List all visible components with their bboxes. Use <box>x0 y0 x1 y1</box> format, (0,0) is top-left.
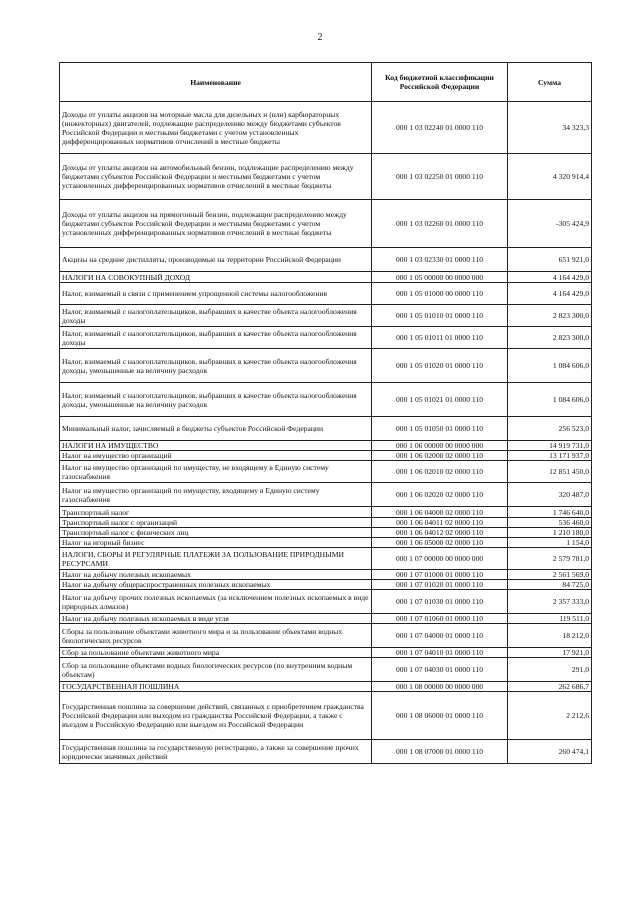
row-name: НАЛОГИ, СБОРЫ И РЕГУЛЯРНЫЕ ПЛАТЕЖИ ЗА ПОЛЬЗОВАНИЕ ПРИРОДНЫМИ РЕСУРСАМИ <box>60 548 372 570</box>
row-sum: 536 460,0 <box>508 518 592 528</box>
row-name: Доходы от уплаты акцизов на автомобильный бензин, подлежащие распределению между бюджетами субъектов Российской Федерации и местными бюджетами с учетом установленных дифференцированных нормативов отчислений в местные бюджеты <box>60 154 372 200</box>
table-row <box>60 327 592 349</box>
row-sum: 2 823 300,0 <box>508 327 592 349</box>
row-sum: 34 323,3 <box>508 102 592 154</box>
row-code: 000 1 05 01020 01 0000 110 <box>372 349 508 383</box>
row-code: 000 1 06 04012 02 0000 110 <box>372 528 508 538</box>
row-code: 000 1 05 00000 00 0000 000 <box>372 272 508 283</box>
row-sum: 2 357 333,0 <box>508 590 592 614</box>
row-code: 000 1 06 02010 02 0000 110 <box>372 461 508 483</box>
row-sum: 13 171 937,0 <box>508 451 592 461</box>
row-sum: 18 212,0 <box>508 624 592 648</box>
row-sum: 2 561 569,0 <box>508 570 592 580</box>
page-number: 2 <box>317 32 323 43</box>
row-sum: 2 579 781,0 <box>508 548 592 570</box>
row-name: Налог на добычу общераспространенных полезных ископаемых <box>60 580 372 590</box>
row-code: 000 1 08 07000 01 0000 110 <box>372 740 508 764</box>
row-sum: 651 921,0 <box>508 248 592 272</box>
table-row <box>60 417 592 441</box>
row-sum: 1 746 640,0 <box>508 507 592 518</box>
section-row <box>60 682 592 692</box>
row-sum: 14 919 731,0 <box>508 441 592 451</box>
row-code: 000 1 07 01030 01 0000 110 <box>372 590 508 614</box>
row-name: Налог на добычу прочих полезных ископаемых (за исключением полезных ископаемых в виде природных алмазов) <box>60 590 372 614</box>
row-name: Сбор за пользование объектами водных биологических ресурсов (по внутренним водным объектам) <box>60 658 372 682</box>
row-code: 000 1 05 01050 01 0000 110 <box>372 417 508 441</box>
table-row <box>60 283 592 305</box>
row-sum: 291,0 <box>508 658 592 682</box>
row-name: Налог на игорный бизнес <box>60 538 372 548</box>
table-row <box>60 248 592 272</box>
row-sum: 320 487,0 <box>508 483 592 507</box>
table-row <box>60 740 592 764</box>
row-code: 000 1 06 04000 02 0000 110 <box>372 507 508 518</box>
table-row <box>60 590 592 614</box>
row-sum: 4 320 914,4 <box>508 154 592 200</box>
row-name: Акцизы на средние дистилляты, производимые на территории Российской Федерации <box>60 248 372 272</box>
row-code: 000 1 06 00000 00 0000 000 <box>372 441 508 451</box>
table-row <box>60 518 592 528</box>
row-sum: 2 212,6 <box>508 692 592 740</box>
row-name: Государственная пошлина за совершение действий, связанных с приобретением гражданства Российской Федерации или выходом из гражданства Российской Федерации, а также с въездом в Российскую Федерацию или выездом из Российской Федерации <box>60 692 372 740</box>
row-sum: 84 725,0 <box>508 580 592 590</box>
row-name: Транспортный налог с физических лиц <box>60 528 372 538</box>
row-name: Налог, взимаемый в связи с применением упрощенной системы налогообложения <box>60 283 372 305</box>
row-sum: 1 210 180,0 <box>508 528 592 538</box>
row-sum: 119 511,0 <box>508 614 592 624</box>
row-sum: 262 686,7 <box>508 682 592 692</box>
row-code: 000 1 07 04000 01 0000 110 <box>372 624 508 648</box>
row-code: 000 1 05 01021 01 0000 110 <box>372 383 508 417</box>
row-code: 000 1 06 05000 02 0000 110 <box>372 538 508 548</box>
row-code: 000 1 05 01011 01 0000 110 <box>372 327 508 349</box>
row-name: Налог на имущество организаций по имуществу, входящему в Единую систему газоснабжения <box>60 483 372 507</box>
row-name: Налог на добычу полезных ископаемых <box>60 570 372 580</box>
row-code: 000 1 06 04011 02 0000 110 <box>372 518 508 528</box>
row-sum: 1 084 606,0 <box>508 383 592 417</box>
budget-revenue-table <box>59 62 592 764</box>
table-row <box>60 349 592 383</box>
row-name: Налог, взимаемый с налогоплательщиков, выбравших в качестве объекта налогообложения доходы, уменьшенные на величину расходов <box>60 383 372 417</box>
section-row <box>60 272 592 283</box>
row-name: Сборы за пользование объектами животного мира и за пользование объектами водных биологических ресурсов <box>60 624 372 648</box>
section-row <box>60 441 592 451</box>
header-name: Наименование <box>60 63 372 102</box>
row-name: Транспортный налог с организаций <box>60 518 372 528</box>
row-code: 000 1 07 01020 01 0000 110 <box>372 580 508 590</box>
row-sum: 4 164 429,0 <box>508 283 592 305</box>
table-row <box>60 383 592 417</box>
header-sum: Сумма <box>508 63 592 102</box>
table-header-row <box>60 63 592 102</box>
table-row <box>60 538 592 548</box>
row-code: 000 1 07 04030 01 0000 110 <box>372 658 508 682</box>
row-code: 000 1 08 06000 01 0000 110 <box>372 692 508 740</box>
table-row <box>60 614 592 624</box>
row-code: 000 1 06 02020 02 0000 110 <box>372 483 508 507</box>
row-name: Транспортный налог <box>60 507 372 518</box>
row-code: 000 1 07 01000 01 0000 110 <box>372 570 508 580</box>
table-row <box>60 528 592 538</box>
row-name: Налог на имущество организаций по имуществу, не входящему в Единую систему газоснабжения <box>60 461 372 483</box>
row-sum: 17 921,0 <box>508 648 592 658</box>
table-body <box>60 102 592 764</box>
row-code: 000 1 06 02000 02 0000 110 <box>372 451 508 461</box>
row-code: 000 1 05 01010 01 0000 110 <box>372 305 508 327</box>
table-row <box>60 648 592 658</box>
row-sum: 1 154,0 <box>508 538 592 548</box>
row-name: ГОСУДАРСТВЕННАЯ ПОШЛИНА <box>60 682 372 692</box>
row-name: Налог, взимаемый с налогоплательщиков, выбравших в качестве объекта налогообложения доходы, уменьшенные на величину расходов <box>60 349 372 383</box>
table-row <box>60 305 592 327</box>
row-sum: 1 084 606,0 <box>508 349 592 383</box>
row-name: Государственная пошлина за государственную регистрацию, а также за совершение прочих юридически значимых действий <box>60 740 372 764</box>
row-name: Налог на добычу полезных ископаемых в виде угля <box>60 614 372 624</box>
row-code: 000 1 05 01000 00 0000 110 <box>372 283 508 305</box>
table-row <box>60 154 592 200</box>
row-name: Сбор за пользование объектами животного мира <box>60 648 372 658</box>
table-row <box>60 451 592 461</box>
row-name: Доходы от уплаты акцизов на прямогонный бензин, подлежащие распределению между бюджетами субъектов Российской Федерации и местными бюджетами с учетом установленных дифференцированных нормативов отчислений в местные бюджеты <box>60 200 372 248</box>
row-sum: 260 474,1 <box>508 740 592 764</box>
row-name: Налог, взимаемый с налогоплательщиков, выбравших в качестве объекта налогообложения доходы <box>60 305 372 327</box>
section-row <box>60 548 592 570</box>
row-code: 000 1 07 04010 01 0000 110 <box>372 648 508 658</box>
row-code: 000 1 03 02330 01 0000 110 <box>372 248 508 272</box>
row-sum: 2 823 300,0 <box>508 305 592 327</box>
row-sum: 256 523,0 <box>508 417 592 441</box>
row-name: НАЛОГИ НА СОВОКУПНЫЙ ДОХОД <box>60 272 372 283</box>
header-code: Код бюджетной классификации Российской Федерации <box>372 63 508 102</box>
table-row <box>60 507 592 518</box>
row-sum: 4 164 429,0 <box>508 272 592 283</box>
row-sum: -305 424,9 <box>508 200 592 248</box>
table-row <box>60 624 592 648</box>
row-code: 000 1 07 01060 01 0000 110 <box>372 614 508 624</box>
row-code: 000 1 03 02250 01 0000 110 <box>372 154 508 200</box>
table-row <box>60 658 592 682</box>
row-name: НАЛОГИ НА ИМУЩЕСТВО <box>60 441 372 451</box>
row-name: Минимальный налог, зачисляемый в бюджеты субъектов Российской Федерации <box>60 417 372 441</box>
row-name: Доходы от уплаты акцизов на моторные масла для дизельных и (или) карбюраторных (инжекторных) двигателей, подлежащие распределению между бюджетами субъектов Российской Федерации и местными бюджетами с учетом установленных дифференцированных нормативов отчислений в местные бюджеты <box>60 102 372 154</box>
table-row <box>60 692 592 740</box>
table-row <box>60 200 592 248</box>
row-code: 000 1 03 02240 01 0000 110 <box>372 102 508 154</box>
row-name: Налог на имущество организаций <box>60 451 372 461</box>
row-sum: 12 851 450,0 <box>508 461 592 483</box>
table-row <box>60 580 592 590</box>
table-row <box>60 461 592 483</box>
table-row <box>60 483 592 507</box>
row-code: 000 1 03 02260 01 0000 110 <box>372 200 508 248</box>
row-code: 000 1 08 00000 00 0000 000 <box>372 682 508 692</box>
row-code: 000 1 07 00000 00 0000 000 <box>372 548 508 570</box>
table-row <box>60 102 592 154</box>
table-row <box>60 570 592 580</box>
row-name: Налог, взимаемый с налогоплательщиков, выбравших в качестве объекта налогообложения доходы <box>60 327 372 349</box>
